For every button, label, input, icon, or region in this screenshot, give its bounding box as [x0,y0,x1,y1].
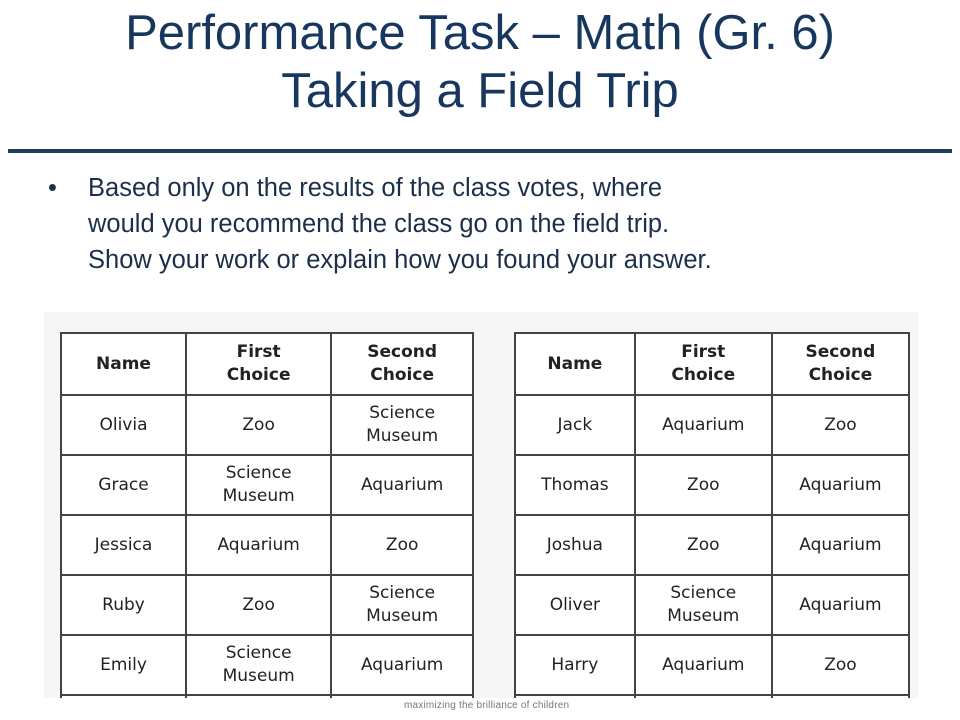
cell-text-line: Zoo [824,654,857,675]
cell-text-line: Museum [366,606,439,626]
bullet-text-line: would you recommend the class go on the field trip. [88,210,670,238]
cell-text-line: Science [670,583,737,603]
cell-cutoff [635,695,772,698]
cell-text-line: Museum [222,486,295,506]
cell-name: Jessica [61,515,186,575]
cell-second-choice [772,635,909,695]
column-header-second [331,333,473,395]
cell-name: Grace [61,455,186,515]
bullet-list [48,170,908,278]
table-row [61,575,473,635]
cell-text-line: Choice [226,365,291,385]
cell-text-line: Zoo [242,414,275,435]
cell-text-line: Aquarium [217,534,300,555]
column-header-first [635,333,772,395]
table-row-cutoff [515,695,909,698]
cell-name: Oliver [515,575,635,635]
cell-second-choice [331,515,473,575]
table-row [61,455,473,515]
cell-text-line: Zoo [687,534,720,555]
cell-name: Harry [515,635,635,695]
cell-second-choice [772,515,909,575]
cell-name: Thomas [515,455,635,515]
cell-text-line: Museum [222,666,295,686]
cell-first-choice [635,635,772,695]
cell-text-line: Second [367,342,438,362]
cell-text-line: Zoo [242,594,275,615]
cell-second-choice [331,395,473,455]
cell-text-line: Science [369,583,436,603]
cell-name: Emily [61,635,186,695]
cell-first-choice [186,515,331,575]
table-header-row [61,333,473,395]
table-row [61,395,473,455]
table-row [515,395,909,455]
cell-second-choice [331,455,473,515]
cell-cutoff [331,695,473,698]
cell-text-line: First [681,342,726,362]
cell-first-choice [635,455,772,515]
cell-first-choice [635,575,772,635]
bullet-text-line: Based only on the results of the class votes, where [88,174,663,202]
column-header-first [186,333,331,395]
cell-text-line: Aquarium [662,414,745,435]
bullet-item [48,170,908,278]
cell-cutoff [61,695,186,698]
table-row [515,575,909,635]
cell-second-choice [772,455,909,515]
table-row [61,515,473,575]
cell-name: Ruby [61,575,186,635]
cell-cutoff [186,695,331,698]
cell-text-line: Science [225,463,292,483]
title-divider [8,149,952,153]
cell-text-line: Zoo [687,474,720,495]
cell-second-choice [331,575,473,635]
table-row [515,635,909,695]
cell-text-line: Science [369,403,436,423]
cell-first-choice [635,515,772,575]
column-header-second [772,333,909,395]
vote-table-left [60,332,474,698]
cell-text-line: Zoo [385,534,419,555]
slide-title-line-2: Taking a Field Trip [281,64,679,118]
cell-name: Jack [515,395,635,455]
cell-text-line: Zoo [824,414,857,435]
bullet-dot-icon: • [48,174,57,202]
slide-title-line-1: Performance Task – Math (Gr. 6) [125,6,835,60]
cell-cutoff [772,695,909,698]
cell-text-line: Aquarium [662,654,745,675]
slide-title [0,4,960,120]
table-header-row [515,333,909,395]
table-row [61,635,473,695]
cell-second-choice [772,395,909,455]
cell-second-choice [331,635,473,695]
cell-text-line: Aquarium [799,474,882,495]
cell-text-line: Aquarium [799,594,882,615]
table-row [515,515,909,575]
cell-text-line: Aquarium [360,474,444,495]
cell-first-choice [635,395,772,455]
bullet-text-line: Show your work or explain how you found your answer. [88,246,712,274]
cell-text-line: First [236,342,281,362]
cell-text-line: Second [805,342,876,362]
table-row-cutoff [61,695,473,698]
cell-text-line: Science [225,643,292,663]
column-header-name: Name [515,333,635,395]
column-header-name: Name [61,333,186,395]
cell-text-line: Choice [370,365,434,385]
cell-second-choice [772,575,909,635]
bullet-text [88,170,712,278]
cell-first-choice [186,455,331,515]
table-row [515,455,909,515]
cell-text-line: Museum [667,606,740,626]
cell-first-choice [186,635,331,695]
vote-tables-image [44,312,918,698]
cell-text-line: Museum [366,426,439,446]
cell-first-choice [186,395,331,455]
cell-text-line: Choice [808,365,873,385]
cell-text-line: Aquarium [799,534,882,555]
cell-cutoff [515,695,635,698]
cell-name: Olivia [61,395,186,455]
cell-name: Joshua [515,515,635,575]
cell-text-line: Aquarium [360,654,444,675]
footer-tagline: maximizing the brilliance of children [404,700,570,711]
vote-table-right [514,332,910,698]
cell-first-choice [186,575,331,635]
cell-text-line: Choice [671,365,736,385]
